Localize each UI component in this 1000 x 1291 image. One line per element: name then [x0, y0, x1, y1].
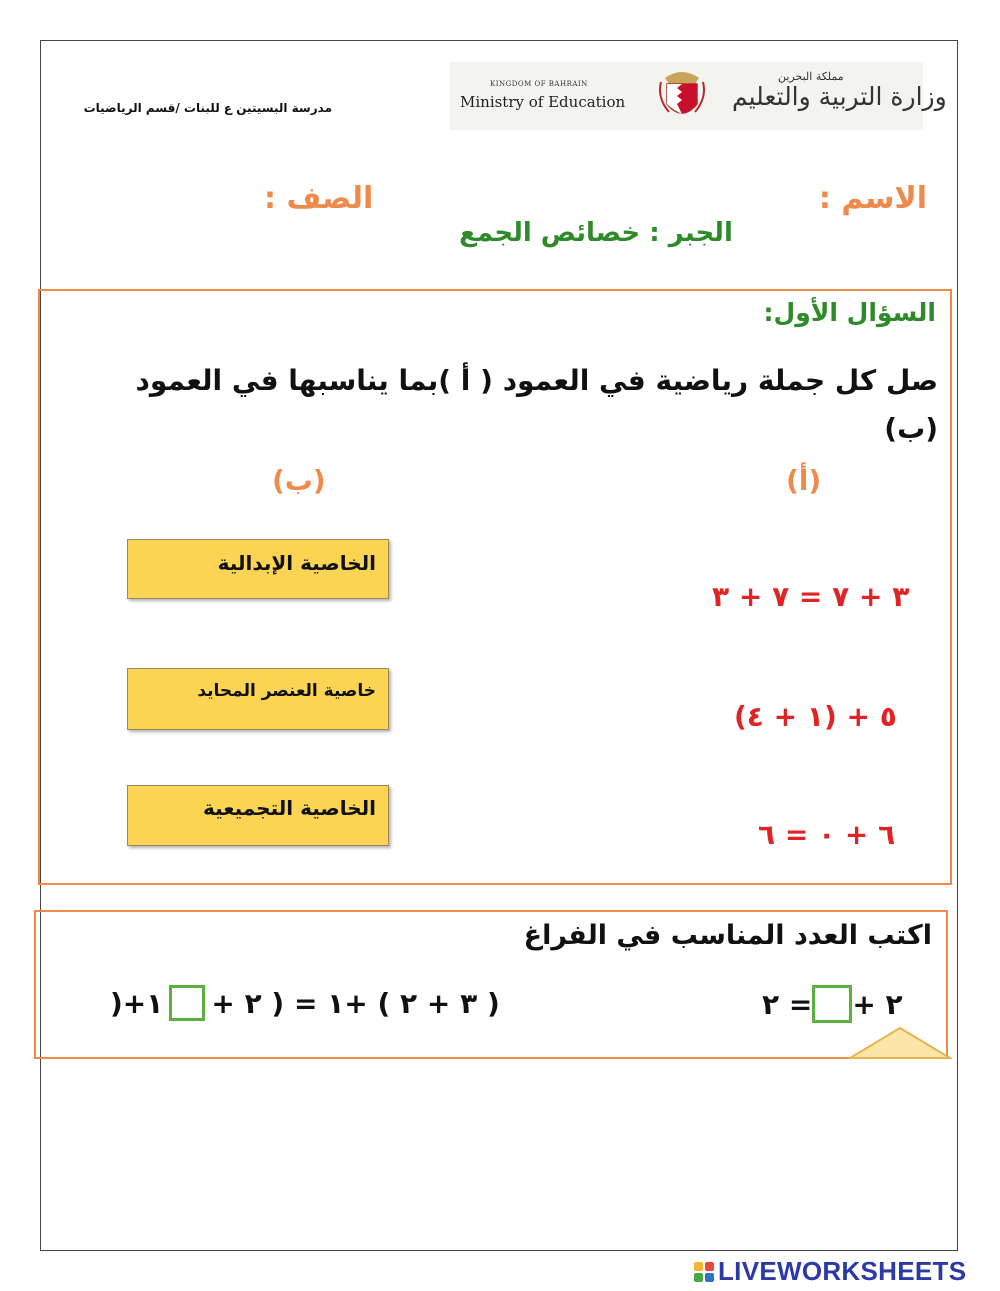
question1-instruction: صل كل جملة رياضية في العمود ( أ )بما يناسبها في العمود (ب): [135, 364, 938, 445]
answer-blank-1[interactable]: [812, 985, 852, 1023]
fill-equation-2-right: )+١: [110, 986, 164, 1020]
ministry-en-text: Ministry of Education: [460, 93, 626, 111]
page-curl-decoration: [848, 1026, 952, 1060]
liveworksheets-logo[interactable]: [694, 1256, 966, 1287]
column-a-header: (أ): [786, 464, 822, 497]
bahrain-emblem-icon: [655, 68, 709, 124]
answer-blank-2[interactable]: [169, 985, 205, 1021]
fill-equation-2: [110, 985, 500, 1021]
property-option-commutative[interactable]: الخاصية الإبدالية: [127, 539, 389, 599]
topic-title: الجبر : خصائص الجمع: [459, 218, 733, 248]
property-option-identity[interactable]: خاصية العنصر المحايد: [127, 668, 389, 730]
fill-equation-2-left: ( ٣ + ٢ ) +١ = ( ٢ +: [211, 986, 500, 1020]
liveworksheets-brand: LIVEWORKSHEETS: [718, 1256, 967, 1286]
fill-equation-1-left: ٢ =: [762, 987, 813, 1021]
ministry-ar-text: وزارة التربية والتعليم: [732, 82, 947, 111]
class-label: الصف :: [264, 181, 374, 216]
fill-equation-1-right: + ٢: [852, 987, 903, 1021]
property-option-associative[interactable]: الخاصية التجميعية: [127, 785, 389, 846]
kingdom-en-text: KINGDOM OF BAHRAIN: [490, 80, 588, 88]
equation-identity[interactable]: ٦ + ٠ = ٦: [758, 818, 896, 851]
column-b-header: (ب): [272, 464, 326, 497]
school-name: مدرسة البسيتين ع للبنات /قسم الرياضيات: [83, 101, 332, 115]
kingdom-ar-text: مملكة البحرين: [778, 70, 844, 83]
fill-equation-1: [762, 985, 903, 1023]
name-label: الاسم :: [818, 181, 927, 216]
equation-commutative[interactable]: ٣ + ٧ = ٧ + ٣: [712, 580, 910, 613]
equation-associative[interactable]: (١ + ٤) + ٥: [734, 700, 897, 733]
question2-title: اكتب العدد المناسب في الفراغ: [523, 920, 932, 951]
question1-title: السؤال الأول:: [763, 298, 936, 327]
liveworksheets-icon: [694, 1262, 714, 1282]
